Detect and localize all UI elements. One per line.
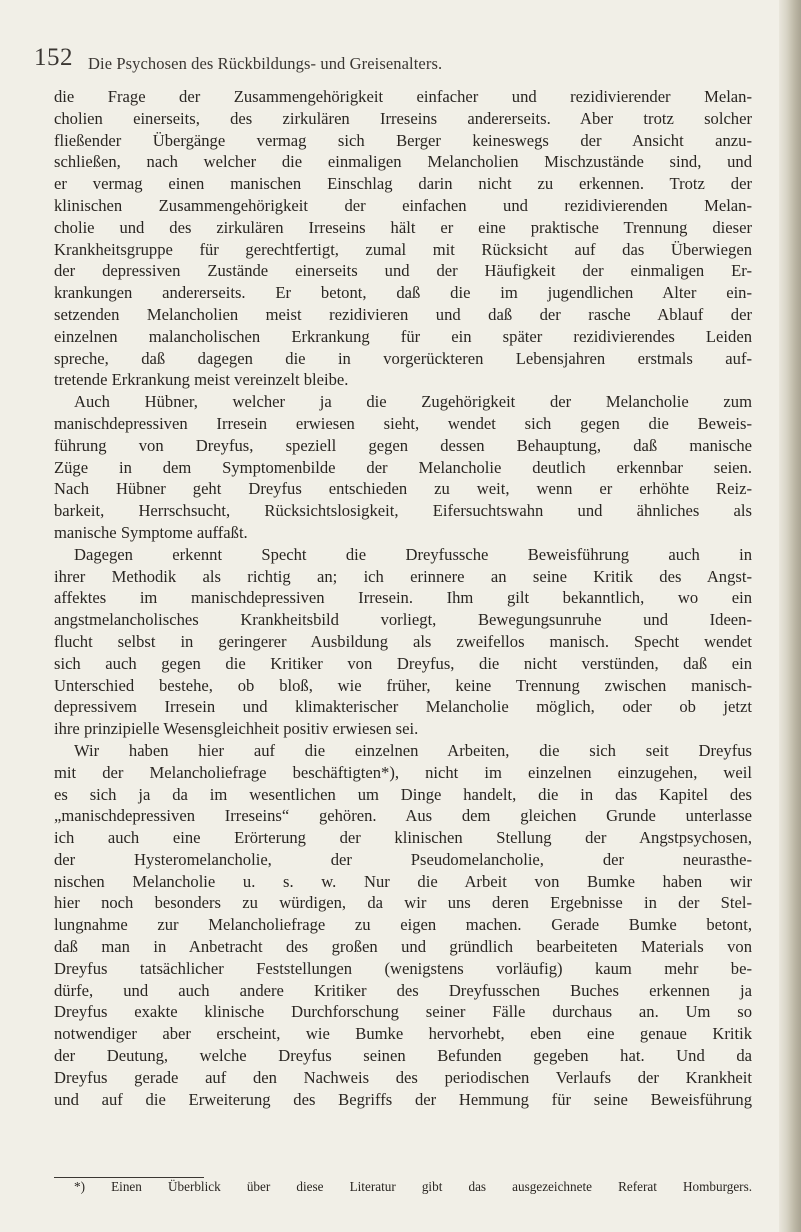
text-line: manischdepressiven Irresein erwiesen sieht, wendet sich gegen die Beweis- (54, 413, 752, 433)
text-line: angstmelancholisches Krankheitsbild vorliegt, Bewegungsunruhe und Ideen- (54, 610, 752, 630)
text-line: führung von Dreyfus, speziell gegen dessen Behauptung, daß manische (54, 435, 752, 455)
text-line: mit der Melancholiefrage beschäftigten*), nicht im einzelnen einzugehen, weil (54, 762, 752, 782)
text-line: die Frage der Zusammengehörigkeit einfacher und rezidivierender Melan- (54, 87, 752, 106)
text-line: cholie und des zirkulären Irreseins hält er eine praktische Trennung dieser (54, 217, 752, 237)
text-line: Züge in dem Symptomenbilde der Melancholie deutlich erkennbar seien. (54, 457, 752, 477)
text-line: dürfe, und auch andere Kritiker des Dreyfusschen Buches erkennen ja (54, 980, 752, 1000)
text-line: notwendiger aber erscheint, wie Bumke hervorhebt, eben eine genaue Kritik (54, 1024, 752, 1044)
text-line: depressivem Irresein und klimakterischer Melancholie möglich, oder ob jetzt (54, 697, 752, 717)
text-line: hier noch besonders zu würdigen, da wir uns deren Ergebnisse in der Stel- (54, 893, 752, 913)
page-edge-shadow (779, 0, 801, 1232)
text-line: krankungen andererseits. Er betont, daß die im jugendlichen Alter ein- (54, 283, 752, 303)
text-line: manische Symptome auffaßt. (54, 522, 248, 542)
text-line: schließen, nach welcher die einmaligen Melancholien Mischzustände sind, und (54, 152, 752, 172)
text-line: und auf die Erweiterung des Begriffs der Hemmung für seine Beweisführung (54, 1089, 752, 1109)
running-title: Die Psychosen des Rückbildungs- und Greisenalters. (88, 54, 443, 73)
body-text (54, 86, 752, 1110)
text-line: sich auch gegen die Kritiker von Dreyfus, die nicht verstünden, daß ein (54, 653, 752, 673)
page-number: 152 (34, 44, 73, 71)
text-line: Wir haben hier auf die einzelnen Arbeiten, die sich seit Dreyfus (74, 740, 752, 760)
text-line: daß man in Anbetracht des großen und gründlich bearbeiteten Materials von (54, 937, 752, 957)
text-line: ihrer Methodik als richtig an; ich erinnere an seine Kritik des Angst- (54, 566, 752, 586)
text-line: der Hysteromelancholie, der Pseudomelancholie, der neurasthe- (54, 849, 752, 869)
text-line: fließender Übergänge vermag sich Berger keineswegs der Ansicht anzu- (54, 130, 752, 150)
text-line: „manischdepressiven Irreseins“ gehören. Aus dem gleichen Grunde unterlasse (54, 806, 752, 826)
text-line: Dreyfus tatsächlicher Feststellungen (wenigstens vorläufig) kaum mehr be- (54, 958, 752, 978)
text-line: flucht selbst in geringerer Ausbildung als zweifellos manisch. Specht wendet (54, 631, 752, 651)
text-line: nischen Melancholie u. s. w. Nur die Arbeit von Bumke haben wir (54, 871, 752, 891)
text-line: Dagegen erkennt Specht die Dreyfussche Beweisführung auch in (74, 544, 752, 564)
footnote: *) Einen Überblick über diese Literatur gibt das ausgezeichnete Referat Homburgers. (74, 1179, 752, 1194)
text-line: affektes im manischdepressiven Irresein. Ihm gilt bekanntlich, wo ein (54, 588, 752, 608)
text-line: der depressiven Zustände einerseits und der Häufigkeit der einmaligen Er- (54, 261, 752, 281)
footnote-rule (54, 1177, 204, 1178)
text-line: einzelnen malancholischen Erkrankung für ein später rezidivierendes Leiden (54, 326, 752, 346)
text-line: Auch Hübner, welcher ja die Zugehörigkeit der Melancholie zum (74, 392, 752, 412)
text-line: ich auch eine Erörterung der klinischen Stellung der Angstpsychosen, (54, 828, 752, 848)
text-line: es sich ja da im wesentlichen um Dinge handelt, die in das Kapitel des (54, 784, 752, 804)
text-line: Dreyfus exakte klinische Durchforschung seiner Fälle durchaus an. Um so (54, 1002, 752, 1022)
text-line: Krankheitsgruppe für gerechtfertigt, zumal mit Rücksicht auf das Überwiegen (54, 239, 752, 259)
text-line: Unterschied bestehe, ob bloß, wie früher, keine Trennung zwischen manisch- (54, 675, 752, 695)
text-line: der Deutung, welche Dreyfus seinen Befunden gegeben hat. Und da (54, 1046, 752, 1066)
text-line: er vermag einen manischen Einschlag darin nicht zu erkennen. Trotz der (54, 174, 752, 194)
text-line: ihre prinzipielle Wesensgleichheit positiv erwiesen sei. (54, 719, 419, 739)
text-line: spreche, daß dagegen die in vorgerückteren Lebensjahren erstmals auf- (54, 348, 752, 368)
text-line: tretende Erkrankung meist vereinzelt bleibe. (54, 370, 349, 390)
text-line: lungnahme zur Melancholiefrage zu eigen machen. Gerade Bumke betont, (54, 915, 752, 935)
text-line: barkeit, Herrschsucht, Rücksichtslosigkeit, Eifersuchtswahn und ähnliches als (54, 501, 752, 521)
page-header (34, 44, 754, 84)
text-line: klinischen Zusammengehörigkeit der einfachen und rezidivierenden Melan- (54, 195, 752, 215)
text-line: cholien einerseits, des zirkulären Irreseins andererseits. Aber trotz solcher (54, 108, 752, 128)
text-line: setzenden Melancholien meist rezidivieren und daß der rasche Ablauf der (54, 304, 752, 324)
text-line: Dreyfus gerade auf den Nachweis des periodischen Verlaufs der Krankheit (54, 1067, 752, 1087)
text-line: Nach Hübner geht Dreyfus entschieden zu weit, wenn er erhöhte Reiz- (54, 479, 752, 499)
